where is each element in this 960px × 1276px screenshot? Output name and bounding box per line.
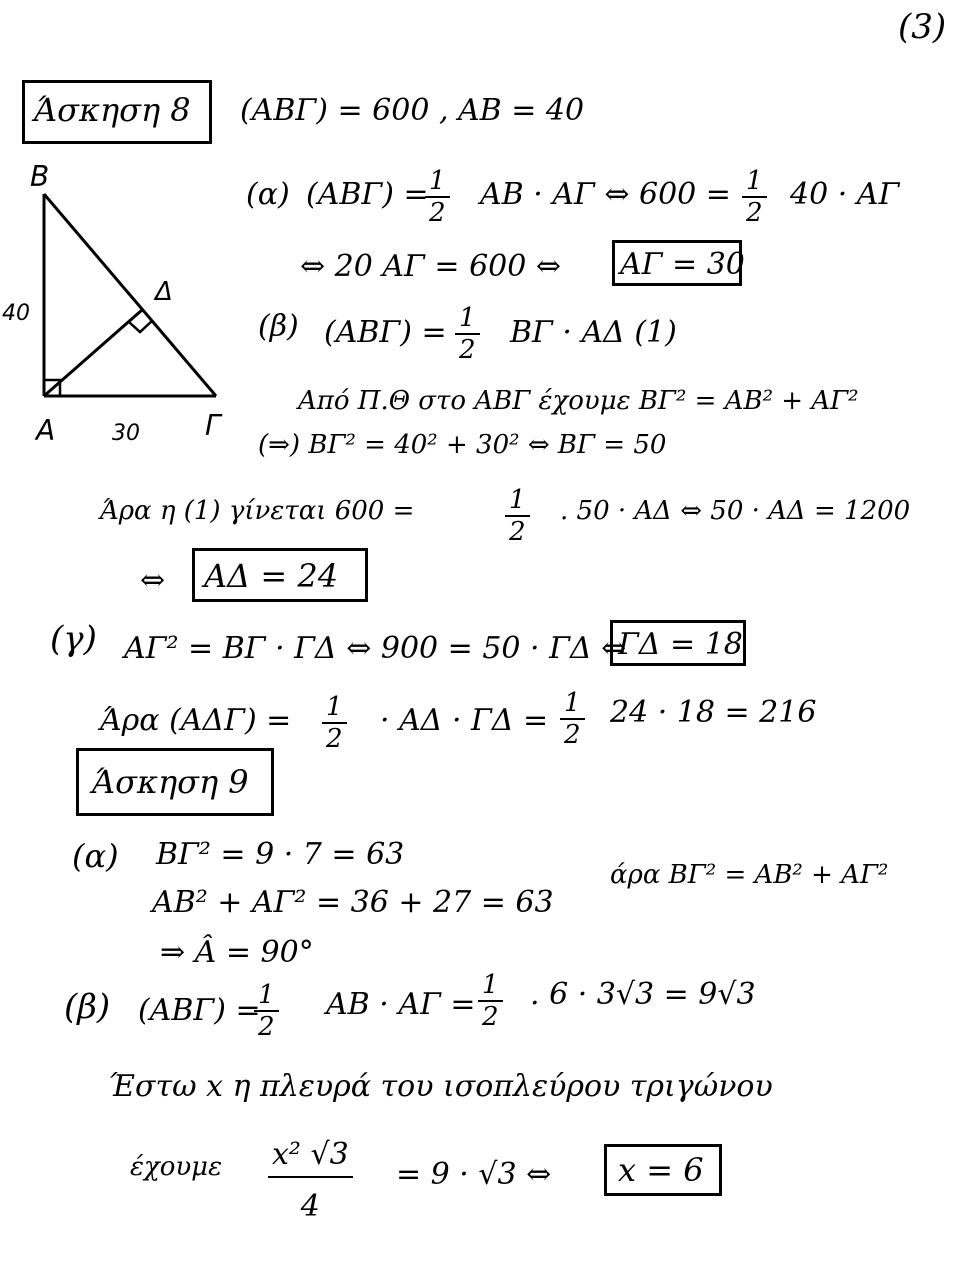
part-a-fraction-1: 1 2 — [425, 168, 450, 226]
part-b-fraction-1: 1 2 — [455, 305, 480, 363]
part-b-eq1-right: ΒΓ · ΑΔ (1) — [510, 315, 677, 350]
ex9-part-a-line3: ⇒ Â = 90° — [160, 935, 314, 970]
part-a-result: ΑΓ = 30 — [620, 247, 745, 282]
ex9-part-a-side-note: άρα ΒΓ² = ΑΒ² + ΑΓ² — [610, 860, 889, 890]
part-b-pythagoras: Από Π.Θ στο ΑΒΓ έχουμε ΒΓ² = ΑΒ² + ΑΓ² — [298, 386, 859, 416]
altitude-ad — [44, 310, 142, 396]
side-bg — [44, 194, 216, 396]
part-c-area-left: Άρα (ΑΔΓ) = — [100, 703, 292, 738]
part-c-fraction-2: 1 2 — [560, 690, 585, 748]
part-c-label: (γ) — [50, 619, 97, 659]
page-number: (3) — [898, 7, 947, 47]
part-b-pythagoras-2: (⇒) ΒΓ² = 40² + 30² ⇔ ΒΓ = 50 — [258, 430, 667, 460]
label-b: Β — [30, 160, 50, 193]
part-c-fraction-1: 1 2 — [322, 694, 347, 752]
ex9-part-b-text1: Έστω x η πλευρά του ισοπλεύρου τριγώνου — [108, 1069, 773, 1104]
ex9-part-b-mid: ΑΒ · ΑΓ = — [326, 987, 476, 1022]
part-b-result: ΑΔ = 24 — [204, 557, 339, 595]
ex9-part-a-label: (α) — [72, 837, 119, 875]
part-b-fraction-2: 1 2 — [505, 487, 530, 545]
label-side-ag: 30 — [112, 421, 140, 446]
label-a: Α — [36, 414, 56, 447]
part-a-eq1-mid: ΑΒ · ΑΓ ⇔ 600 = — [480, 177, 731, 212]
part-a-eq1-left: (ΑΒΓ) = — [306, 177, 429, 212]
part-b-eq1-left: (ΑΒΓ) = — [324, 315, 447, 350]
part-b-then-left: Άρα η (1) γίνεται 600 = — [100, 496, 415, 526]
label-g: Γ — [205, 409, 221, 442]
ex9-part-b-eq-right: = 9 · √3 ⇔ — [396, 1157, 552, 1192]
ex9-part-b-left: (ΑΒΓ) = — [138, 993, 261, 1028]
exercise-8-title: Άσκηση 8 — [34, 91, 191, 129]
right-angle-mark-d — [129, 320, 153, 332]
label-d: Δ — [155, 277, 173, 307]
part-c-area-right: 24 · 18 = 216 — [610, 695, 817, 730]
part-c-area-mid: · ΑΔ · ΓΔ = — [380, 703, 549, 738]
part-a-label: (α) — [246, 177, 290, 212]
ex9-part-b-right: . 6 · 3√3 = 9√3 — [530, 977, 756, 1012]
part-a-eq1-right: 40 · ΑΓ — [790, 177, 900, 212]
ex9-part-b-fraction-1: 1 2 — [254, 982, 279, 1040]
part-b-then-right: . 50 · ΑΔ ⇔ 50 · ΑΔ = 1200 — [560, 496, 911, 526]
ex9-part-b-fraction-3: x² √3 4 — [268, 1140, 353, 1222]
ex9-part-b-label: (β) — [64, 987, 111, 1027]
part-c-eq: ΑΓ² = ΒΓ · ΓΔ ⇔ 900 = 50 · ΓΔ ⇔ — [124, 631, 627, 666]
exercise-9-title: Άσκηση 9 — [92, 763, 249, 801]
label-side-ab: 40 — [2, 301, 30, 326]
ex9-part-b-have: έχουμε — [130, 1152, 223, 1182]
part-c-result: ΓΔ = 18 — [618, 627, 743, 662]
part-b-arrow: ⇔ — [140, 563, 166, 598]
ex9-part-a-line2: ΑΒ² + ΑΓ² = 36 + 27 = 63 — [152, 885, 554, 920]
part-b-label: (β) — [258, 309, 299, 344]
right-triangle-figure — [0, 160, 250, 460]
ex9-part-b-result: x = 6 — [618, 1151, 704, 1189]
part-a-fraction-2: 1 2 — [742, 168, 767, 226]
exercise-8-given: (ΑΒΓ) = 600 , ΑΒ = 40 — [240, 93, 585, 128]
ex9-part-b-fraction-2: 1 2 — [478, 972, 503, 1030]
part-a-eq2: ⇔ 20 ΑΓ = 600 ⇔ — [300, 249, 562, 284]
ex9-part-a-line1: ΒΓ² = 9 · 7 = 63 — [156, 837, 405, 872]
